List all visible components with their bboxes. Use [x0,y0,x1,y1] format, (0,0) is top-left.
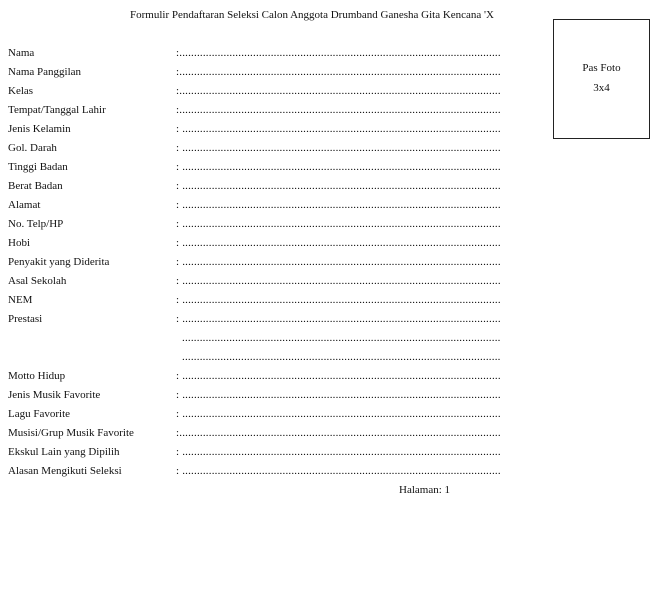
field-blank-continuation[interactable]: ............................................................................................................ [182,332,501,344]
field-blank[interactable]: : ............................................................................................................ [176,161,501,173]
field-blank[interactable]: :............................................................................................................. [176,85,501,97]
field-blank[interactable]: : ............................................................................................................ [176,446,501,458]
field-blank[interactable]: : ............................................................................................................ [176,218,501,230]
field-blank[interactable]: : ............................................................................................................ [176,142,501,154]
field-row-alamat [8,197,548,216]
field-row-asal-sekolah [8,273,548,292]
field-label: Alamat [8,199,41,211]
field-blank[interactable]: : ............................................................................................................ [176,313,501,325]
field-row-nama [8,45,548,64]
field-blank[interactable]: : ............................................................................................................ [176,294,501,306]
field-label: Jenis Kelamin [8,123,71,135]
field-row-prestasi [8,311,548,330]
field-blank[interactable]: : ............................................................................................................ [176,199,501,211]
field-blank[interactable]: : ............................................................................................................ [176,370,501,382]
field-row-kelas [8,83,548,102]
field-row-gol-darah [8,140,548,159]
field-label: Lagu Favorite [8,408,71,420]
field-label: Jenis Musik Favorite [8,389,101,401]
form-title: Formulir Pendaftaran Seleksi Calon Anggota Drumband Ganesha Gita Kencana 'X [130,9,494,21]
field-label: Motto Hidup [8,370,66,382]
field-label: Hobi [8,237,30,249]
field-label: NEM [8,294,33,306]
field-label: Kelas [8,85,34,97]
field-label: Tinggi Badan [8,161,68,173]
prestasi-continuation-row [8,330,548,349]
field-row-no-telp [8,216,548,235]
field-blank[interactable]: : ............................................................................................................ [176,408,501,420]
registration-form [8,45,548,482]
field-row-ekskul-lain [8,444,548,463]
field-label: Ekskul Lain yang Dipilih [8,446,120,458]
field-blank[interactable]: :............................................................................................................. [176,104,501,116]
field-blank[interactable]: : ............................................................................................................ [176,389,501,401]
page-number: Halaman: 1 [399,484,451,496]
field-blank[interactable]: : ............................................................................................................ [176,275,501,287]
field-row-motto-hidup [8,368,548,387]
field-blank[interactable]: : ............................................................................................................ [176,180,501,192]
field-row-alasan [8,463,548,482]
field-label: Tempat/Tanggal Lahir [8,104,106,116]
photo-placeholder-box [553,19,650,139]
field-label: Asal Sekolah [8,275,67,287]
photo-label: Pas Foto [582,62,621,74]
field-row-jenis-kelamin [8,121,548,140]
field-label: No. Telp/HP [8,218,64,230]
field-blank[interactable]: : ............................................................................................................ [176,256,501,268]
field-blank[interactable]: : ............................................................................................................ [176,237,501,249]
field-label: Gol. Darah [8,142,57,154]
photo-size-label: 3x4 [593,82,610,94]
field-row-penyakit [8,254,548,273]
field-blank[interactable]: : ............................................................................................................ [176,123,501,135]
field-label: Nama [8,47,35,59]
field-row-musisi-favorite [8,425,548,444]
prestasi-continuation-row [8,349,548,368]
field-label: Penyakit yang Diderita [8,256,110,268]
field-row-nama-panggilan [8,64,548,83]
field-blank-continuation[interactable]: ............................................................................................................ [182,351,501,363]
field-blank[interactable]: : ............................................................................................................ [176,465,501,477]
field-row-tempat-tanggal-lahir [8,102,548,121]
field-row-nem [8,292,548,311]
field-label: Nama Panggilan [8,66,82,78]
field-blank[interactable]: :............................................................................................................. [176,427,501,439]
field-row-tinggi-badan [8,159,548,178]
field-label: Berat Badan [8,180,63,192]
field-blank[interactable]: :............................................................................................................. [176,66,501,78]
field-row-hobi [8,235,548,254]
field-row-jenis-musik [8,387,548,406]
field-blank[interactable]: :............................................................................................................. [176,47,501,59]
field-row-lagu-favorite [8,406,548,425]
field-label: Musisi/Grup Musik Favorite [8,427,134,439]
field-label: Alasan Mengikuti Seleksi [8,465,122,477]
field-row-berat-badan [8,178,548,197]
field-label: Prestasi [8,313,43,325]
